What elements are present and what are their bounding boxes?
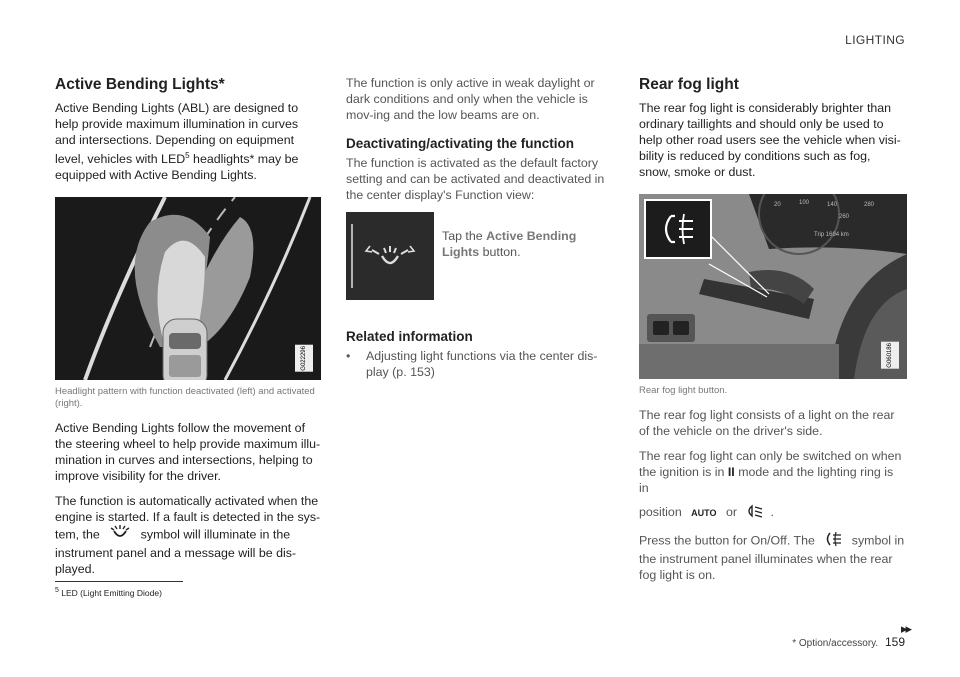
rear-fog-symbol-icon <box>824 531 842 551</box>
active-bending-lights-button-label: Active Bending Lights <box>442 229 577 259</box>
svg-text:100: 100 <box>799 200 810 206</box>
abl-button-image <box>346 212 434 300</box>
footnote: $^5$ LED (Light Emitting Diode) <box>55 587 162 598</box>
section-title-rear-fog: Rear fog light <box>639 76 739 93</box>
column-active-bending-lights <box>55 75 321 586</box>
abl-para-2: The function is automatically activated when the engine is started. If a fault is detected in the sys-tem, the symbol will illuminate in the instrument panel and a message will be dis-played. <box>55 494 321 577</box>
heading-deactivating: Deactivating/activating the function <box>346 136 575 151</box>
rear-fog-para-3: Press the button for On/Off. The symbol in the instrument panel illuminates when the rear fog light is on. <box>639 531 905 583</box>
page-footer <box>792 635 905 649</box>
abl-fault-symbol-icon <box>109 525 131 545</box>
low-beam-icon <box>746 504 764 522</box>
option-accessory-note: * Option/accessory. <box>792 638 879 649</box>
headlight-pattern-figure <box>55 197 321 380</box>
page-number: 159 <box>884 635 905 649</box>
svg-text:140: 140 <box>827 202 838 208</box>
abl-condition-text: The function is only active in weak daylight or dark conditions and only when the vehicle is mov-ing and the low beams are on. <box>346 76 595 122</box>
svg-text:Trip 1694 km: Trip 1694 km <box>814 232 849 238</box>
figure-caption: Rear fog light button. <box>639 385 728 396</box>
next-page-arrows-icon[interactable]: ▸▸ <box>900 621 910 636</box>
rear-fog-para-2: The rear fog light can only be switched on when the ignition is in II mode and the lighting ring is in position AUTO or . <box>639 448 905 522</box>
auto-light-icon: AUTO <box>691 507 717 518</box>
car-top-view <box>163 319 207 380</box>
related-item: • Adjusting light functions via the center dis-play (p. 153) <box>346 348 614 380</box>
figure-code: G060186 <box>881 342 899 369</box>
related-link-adjusting-light[interactable]: Adjusting light functions via the center dis-play (p. 153) <box>366 349 598 379</box>
svg-text:260: 260 <box>839 214 850 220</box>
figure-caption: Headlight pattern with function deactivated (left) and activated (right). <box>55 386 315 410</box>
footnote-divider <box>55 581 183 582</box>
rear-fog-figure <box>639 194 907 379</box>
active-bending-lights-icon <box>346 212 434 300</box>
section-label: LIGHTING <box>845 33 905 47</box>
abl-para-1: Active Bending Lights follow the movement of the steering wheel to help provide maximum illu-mination in curves and intersections, helping to improve visibility for the driver. <box>55 421 321 484</box>
abl-button-instruction: Tap the Active Bending Lights button. <box>346 212 614 300</box>
svg-text:280: 280 <box>864 202 875 208</box>
figure-code: G022296 <box>295 345 313 372</box>
column-abl-continued <box>346 75 614 380</box>
rear-fog-para-1: The rear fog light consists of a light on the rear of the vehicle on the driver's side. <box>639 408 895 438</box>
footnote-ref: 5 <box>185 151 190 160</box>
svg-text:20: 20 <box>774 202 781 208</box>
heading-related-information: Related information <box>346 329 473 344</box>
deactivating-text: The function is activated as the default factory setting and can be activated and deactivated in the center display's Function view: <box>346 156 605 202</box>
rear-fog-intro: The rear fog light is considerably brighter than ordinary taillights and should only be used to help other road users see the vehicle when visi-bility is reduced by conditions such as fog, snow, smoke or dust. <box>639 101 901 179</box>
headlight-pattern-image <box>55 197 321 380</box>
abl-intro: Active Bending Lights (ABL) are designed to help provide maximum illumination in curves and intersections. Depending on equipment level, vehicles with LED$^5$ headlights* may be equipped with Active Bending Lights. <box>55 101 299 183</box>
rear-fog-button-image <box>639 194 907 379</box>
column-rear-fog-light <box>639 75 905 592</box>
section-title-abl: Active Bending Lights* <box>55 76 225 93</box>
